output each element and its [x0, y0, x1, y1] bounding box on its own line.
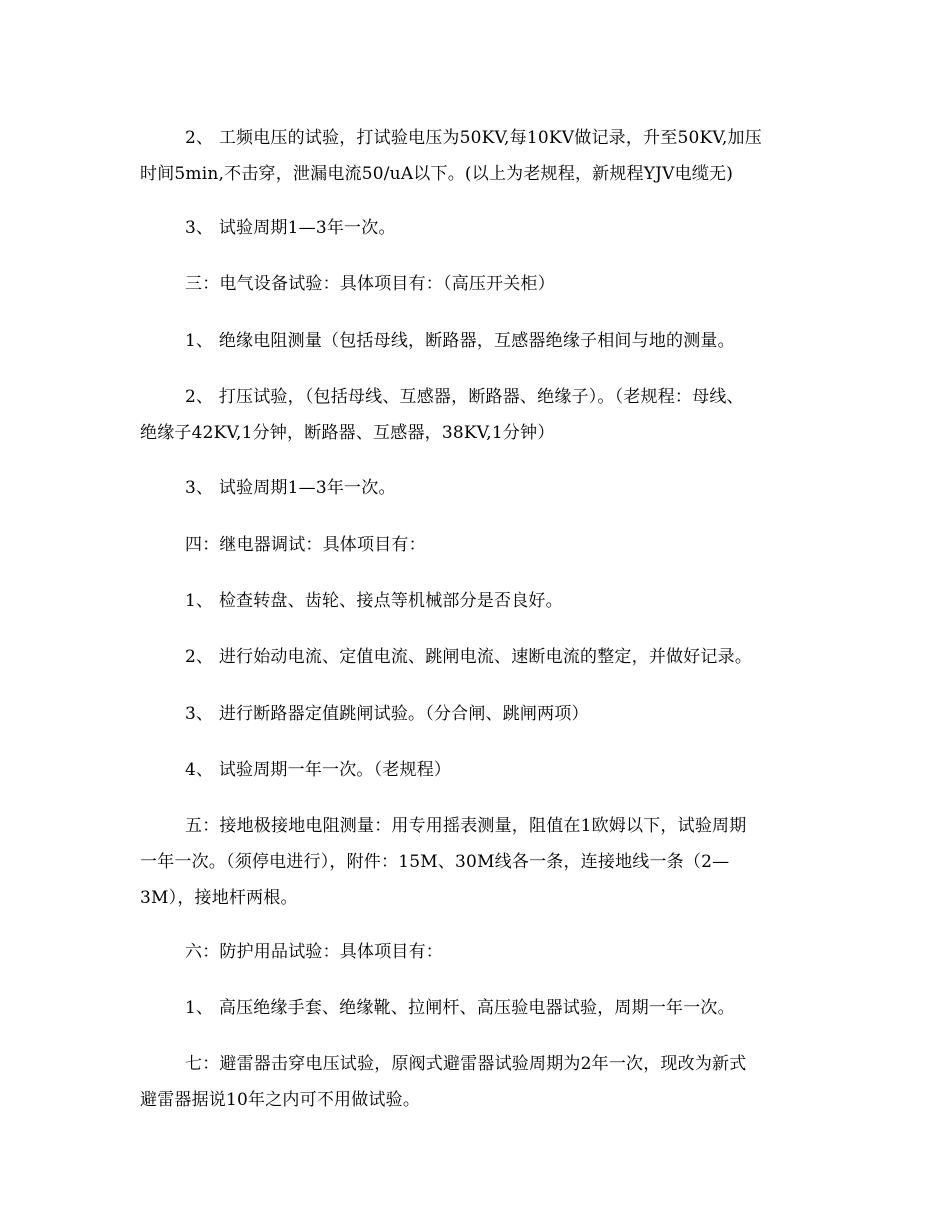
text-line: 2、 打压试验，（包括母线、互感器，断路器、绝缘子）。（老规程：母线、: [185, 387, 744, 407]
paragraph-test-cycle: [140, 210, 810, 246]
text-line: 3、 试验周期1—3年一次。: [185, 478, 396, 498]
paragraph-test-cycle-yearly: [140, 752, 810, 788]
text-line: 五：接地极接地电阻测量：用专用摇表测量，阻值在1欧姆以下，试验周期: [185, 816, 747, 836]
paragraph-test-cycle: [140, 470, 810, 506]
text-line: 1、 绝缘电阻测量（包括母线，断路器，互感器绝缘子相间与地的测量。: [185, 331, 735, 351]
paragraph-insulated-gloves: [140, 990, 810, 1026]
paragraph-insulation-resistance: [140, 323, 810, 359]
text-line: 4、 试验周期一年一次。（老规程）: [185, 760, 452, 780]
section-heading-protective-equipment: [140, 934, 810, 970]
section-heading-relay: [140, 527, 810, 563]
section-heading-grounding: [140, 808, 810, 916]
text-line: 七：避雷器击穿电压试验，原阀式避雷器试验周期为2年一次，现改为新式: [185, 1054, 747, 1074]
text-line: 2、 工频电压的试验，打试验电压为50KV,每10KV做记录，升至50KV,加压: [185, 128, 762, 148]
text-line: 四：继电器调试：具体项目有：: [185, 535, 426, 555]
text-line: 六：防护用品试验：具体项目有：: [185, 942, 443, 962]
text-line: 2、 进行始动电流、定值电流、跳闸电流、速断电流的整定，并做好记录。: [185, 647, 753, 667]
text-line: 一年一次。（须停电进行），附件：15M、30M线各一条，连接地线一条（2—: [140, 852, 730, 872]
paragraph-breaker-trip-test: [140, 696, 810, 732]
text-line: 三：电气设备试验：具体项目有：（高压开关柜）: [185, 274, 555, 294]
paragraph-check-mechanical: [140, 583, 810, 619]
text-line: 时间5min,不击穿，泄漏电流50/uA以下。(以上为老规程，新规程YJV电缆无): [140, 164, 734, 184]
paragraph-pressure-test: [140, 379, 810, 451]
text-line: 3M），接地杆两根。: [140, 888, 298, 908]
text-line: 绝缘子42KV,1分钟，断路器、互感器，38KV,1分钟）: [140, 423, 555, 443]
paragraph-current-setting: [140, 639, 810, 675]
text-line: 3、 试验周期1—3年一次。: [185, 218, 396, 238]
text-line: 避雷器据说10年之内可不用做试验。: [140, 1090, 421, 1110]
section-heading-arrester: [140, 1046, 810, 1118]
text-line: 1、 高压绝缘手套、绝缘靴、拉闸杆、高压验电器试验，周期一年一次。: [185, 998, 735, 1018]
section-heading-electrical-equipment: [140, 266, 810, 302]
paragraph-power-frequency-test: [140, 120, 810, 192]
text-line: 1、 检查转盘、齿轮、接点等机械部分是否良好。: [185, 591, 563, 611]
text-line: 3、 进行断路器定值跳闸试验。（分合闸、跳闸两项）: [185, 704, 589, 724]
